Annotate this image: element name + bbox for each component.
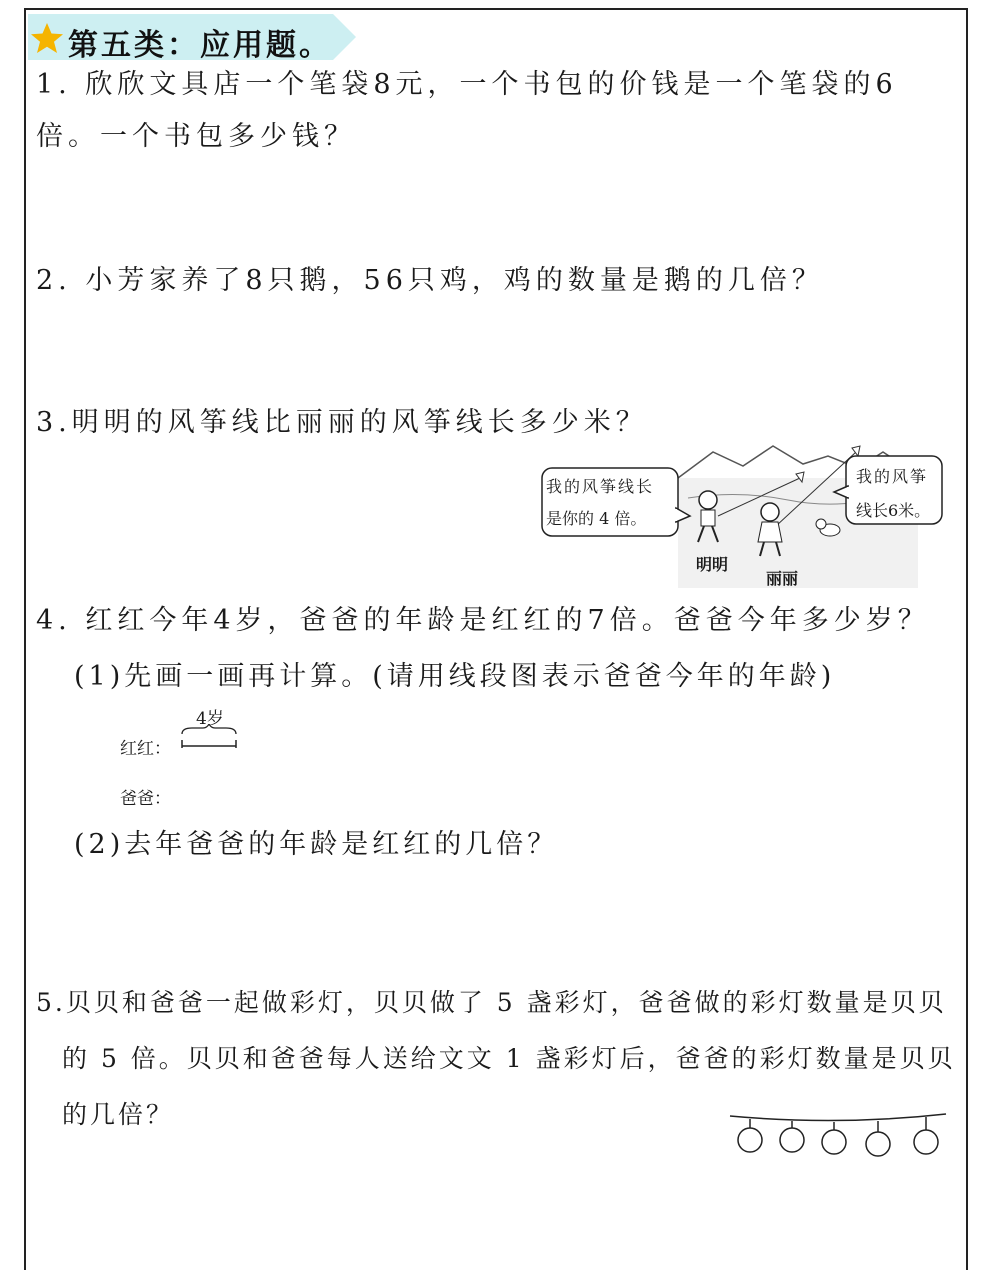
section-title: 第五类：应用题。 bbox=[68, 28, 332, 63]
name-label-lili: 丽丽 bbox=[766, 569, 799, 588]
question-5-line-1: 5.贝贝和爸爸一起做彩灯，贝贝做了 5 盏彩灯，爸爸做的彩灯数量是贝贝 bbox=[36, 988, 947, 1017]
segment-label: 4岁 bbox=[196, 709, 224, 729]
question-1-line-1: 1. 欣欣文具店一个笔袋8元，一个书包的价钱是一个笔袋的6 bbox=[36, 69, 898, 100]
question-2-line-1: 2. 小芳家养了8只鹅，56只鸡，鸡的数量是鹅的几倍？ bbox=[36, 265, 824, 296]
row-label-honghong: 红红： bbox=[120, 739, 171, 759]
question-4-part-2: (2)去年爸爸的年龄是红红的几倍？ bbox=[74, 829, 559, 860]
question-4-line-1: 4. 红红今年4岁，爸爸的年龄是红红的7倍。爸爸今年多少岁？ bbox=[36, 605, 930, 636]
star-icon bbox=[30, 22, 64, 54]
kite-scene-illustration bbox=[538, 438, 950, 590]
bubble-left-line-2: 是你的 4 倍。 bbox=[546, 509, 647, 528]
name-label-mingming: 明明 bbox=[696, 555, 729, 574]
section-header bbox=[28, 14, 358, 63]
row-label-baba: 爸爸： bbox=[120, 789, 171, 809]
bubble-right-line-2: 线长6米。 bbox=[856, 501, 931, 520]
bubble-left-line-1: 我的风筝线长 bbox=[546, 477, 655, 496]
question-4-part-1: (1)先画一画再计算。(请用线段图表示爸爸今年的年龄) bbox=[74, 661, 836, 692]
question-5-line-2: 的 5 倍。贝贝和爸爸每人送给文文 1 盏彩灯后，爸爸的彩灯数量是贝贝 bbox=[62, 1044, 956, 1073]
question-1-line-2: 倍。一个书包多少钱？ bbox=[36, 121, 356, 152]
bubble-right-line-1: 我的风筝 bbox=[856, 467, 929, 486]
lanterns-illustration bbox=[726, 1108, 952, 1164]
question-3-line-1: 3.明明的风筝线比丽丽的风筝线长多少米？ bbox=[36, 407, 648, 438]
question-5-line-3: 的几倍？ bbox=[62, 1100, 175, 1129]
segment-diagram bbox=[178, 724, 240, 752]
